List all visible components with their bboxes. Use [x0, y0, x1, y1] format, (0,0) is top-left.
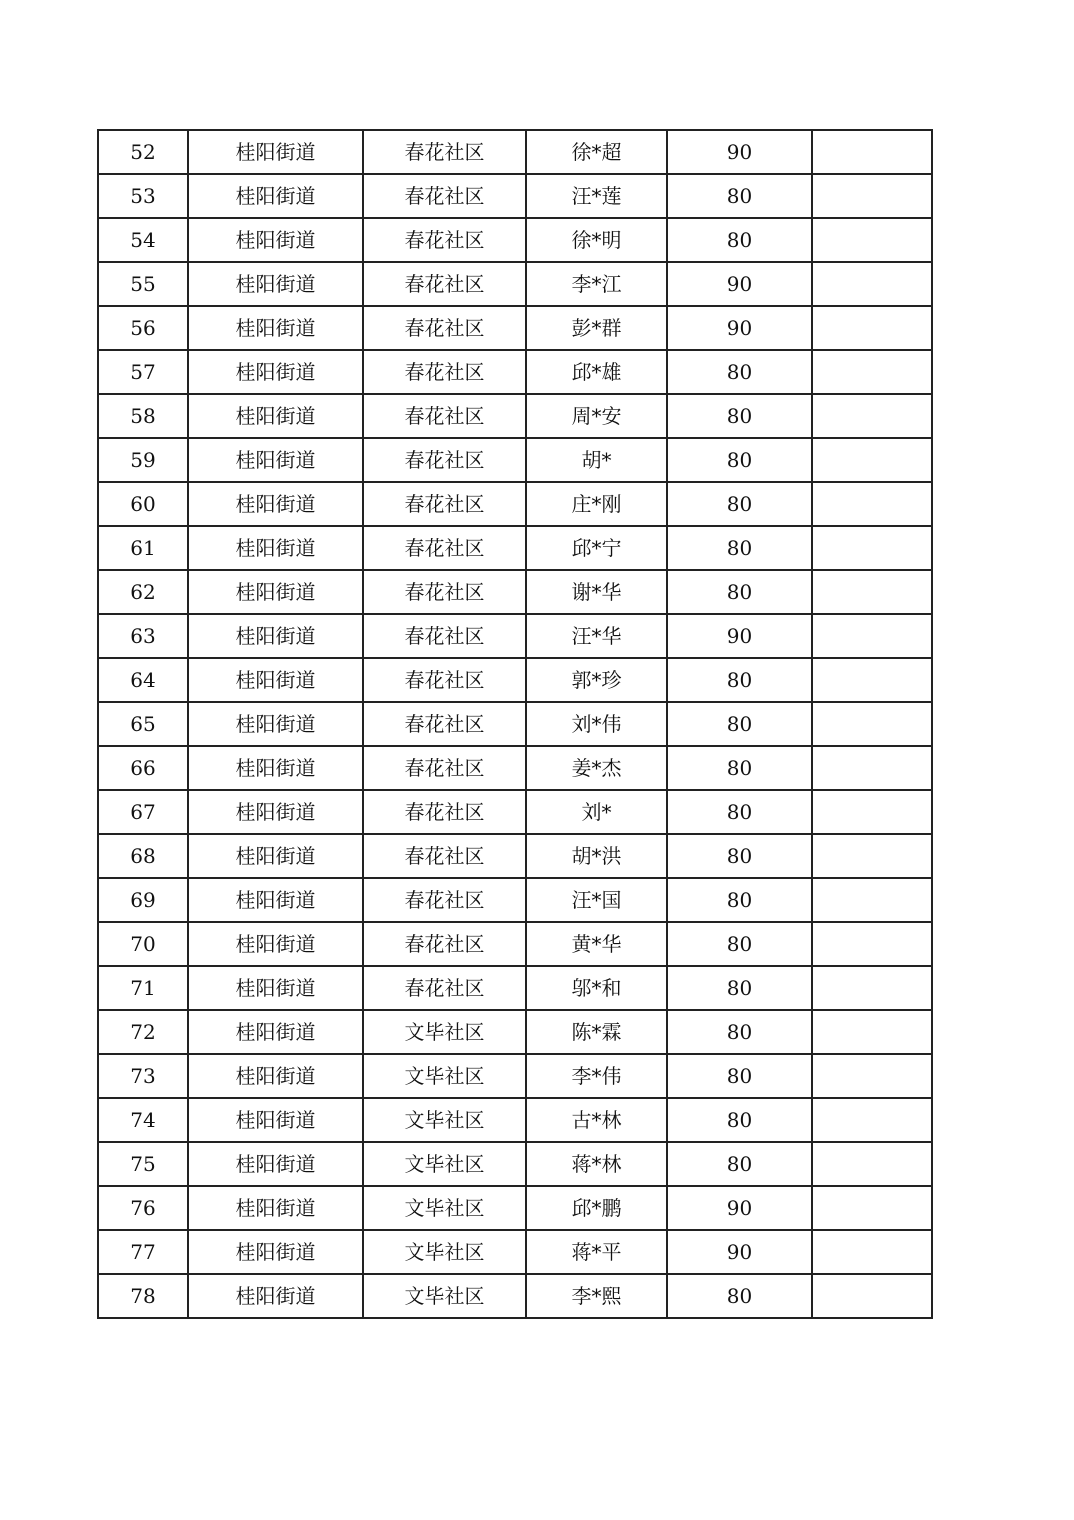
cell-name: 蒋*林	[526, 1142, 667, 1186]
table-row	[98, 438, 932, 482]
cell-serial-number: 57	[98, 350, 188, 394]
cell-remark	[812, 1274, 932, 1318]
cell-name: 李*熙	[526, 1274, 667, 1318]
table-row	[98, 1054, 932, 1098]
cell-serial-number: 53	[98, 174, 188, 218]
cell-score: 80	[667, 174, 812, 218]
cell-remark	[812, 526, 932, 570]
cell-street: 桂阳街道	[188, 1186, 363, 1230]
cell-name: 姜*杰	[526, 746, 667, 790]
cell-serial-number: 60	[98, 482, 188, 526]
cell-community: 春花社区	[363, 306, 526, 350]
cell-street: 桂阳街道	[188, 1230, 363, 1274]
cell-remark	[812, 482, 932, 526]
cell-name: 胡*洪	[526, 834, 667, 878]
table-row	[98, 790, 932, 834]
cell-street: 桂阳街道	[188, 1054, 363, 1098]
cell-street: 桂阳街道	[188, 570, 363, 614]
cell-serial-number: 73	[98, 1054, 188, 1098]
cell-street: 桂阳街道	[188, 702, 363, 746]
cell-street: 桂阳街道	[188, 1142, 363, 1186]
cell-community: 春花社区	[363, 966, 526, 1010]
cell-name: 邱*鹏	[526, 1186, 667, 1230]
cell-community: 春花社区	[363, 350, 526, 394]
cell-serial-number: 66	[98, 746, 188, 790]
cell-score: 80	[667, 1098, 812, 1142]
cell-serial-number: 72	[98, 1010, 188, 1054]
cell-score: 80	[667, 394, 812, 438]
records-table	[97, 129, 933, 1319]
cell-community: 春花社区	[363, 130, 526, 174]
cell-serial-number: 76	[98, 1186, 188, 1230]
cell-score: 80	[667, 1010, 812, 1054]
cell-street: 桂阳街道	[188, 1010, 363, 1054]
table-row	[98, 482, 932, 526]
cell-community: 文毕社区	[363, 1186, 526, 1230]
cell-remark	[812, 438, 932, 482]
records-table-body	[98, 130, 932, 1318]
cell-street: 桂阳街道	[188, 482, 363, 526]
cell-score: 80	[667, 746, 812, 790]
cell-street: 桂阳街道	[188, 306, 363, 350]
cell-street: 桂阳街道	[188, 218, 363, 262]
cell-score: 90	[667, 262, 812, 306]
cell-street: 桂阳街道	[188, 394, 363, 438]
cell-community: 春花社区	[363, 174, 526, 218]
cell-remark	[812, 218, 932, 262]
cell-community: 春花社区	[363, 394, 526, 438]
cell-score: 80	[667, 570, 812, 614]
cell-name: 汪*莲	[526, 174, 667, 218]
cell-community: 文毕社区	[363, 1142, 526, 1186]
cell-remark	[812, 1230, 932, 1274]
cell-name: 陈*霖	[526, 1010, 667, 1054]
cell-remark	[812, 746, 932, 790]
cell-score: 80	[667, 922, 812, 966]
cell-remark	[812, 1142, 932, 1186]
cell-street: 桂阳街道	[188, 1098, 363, 1142]
cell-serial-number: 61	[98, 526, 188, 570]
cell-name: 汪*华	[526, 614, 667, 658]
cell-remark	[812, 394, 932, 438]
cell-remark	[812, 130, 932, 174]
cell-serial-number: 70	[98, 922, 188, 966]
cell-serial-number: 67	[98, 790, 188, 834]
cell-score: 90	[667, 1230, 812, 1274]
cell-community: 春花社区	[363, 438, 526, 482]
table-row	[98, 1098, 932, 1142]
cell-score: 80	[667, 350, 812, 394]
cell-street: 桂阳街道	[188, 966, 363, 1010]
cell-name: 邬*和	[526, 966, 667, 1010]
cell-name: 庄*刚	[526, 482, 667, 526]
cell-community: 春花社区	[363, 526, 526, 570]
table-row	[98, 174, 932, 218]
cell-serial-number: 54	[98, 218, 188, 262]
cell-street: 桂阳街道	[188, 922, 363, 966]
cell-score: 80	[667, 218, 812, 262]
cell-score: 80	[667, 702, 812, 746]
cell-remark	[812, 1098, 932, 1142]
table-row	[98, 922, 932, 966]
table-row	[98, 570, 932, 614]
cell-street: 桂阳街道	[188, 130, 363, 174]
cell-name: 邱*雄	[526, 350, 667, 394]
cell-serial-number: 75	[98, 1142, 188, 1186]
cell-community: 春花社区	[363, 878, 526, 922]
cell-serial-number: 59	[98, 438, 188, 482]
cell-remark	[812, 658, 932, 702]
cell-serial-number: 56	[98, 306, 188, 350]
cell-remark	[812, 922, 932, 966]
table-row	[98, 350, 932, 394]
cell-serial-number: 71	[98, 966, 188, 1010]
cell-community: 春花社区	[363, 834, 526, 878]
table-row	[98, 746, 932, 790]
cell-name: 胡*	[526, 438, 667, 482]
cell-score: 80	[667, 482, 812, 526]
table-row	[98, 526, 932, 570]
table-row	[98, 1142, 932, 1186]
cell-score: 80	[667, 790, 812, 834]
table-row	[98, 1186, 932, 1230]
cell-remark	[812, 570, 932, 614]
table-row	[98, 1274, 932, 1318]
cell-serial-number: 77	[98, 1230, 188, 1274]
cell-name: 刘*伟	[526, 702, 667, 746]
cell-community: 文毕社区	[363, 1274, 526, 1318]
table-row	[98, 394, 932, 438]
cell-score: 80	[667, 966, 812, 1010]
cell-name: 汪*国	[526, 878, 667, 922]
cell-serial-number: 63	[98, 614, 188, 658]
table-row	[98, 306, 932, 350]
cell-street: 桂阳街道	[188, 746, 363, 790]
cell-serial-number: 74	[98, 1098, 188, 1142]
cell-name: 徐*超	[526, 130, 667, 174]
table-row	[98, 614, 932, 658]
cell-street: 桂阳街道	[188, 526, 363, 570]
cell-remark	[812, 834, 932, 878]
cell-remark	[812, 790, 932, 834]
cell-remark	[812, 350, 932, 394]
cell-score: 90	[667, 306, 812, 350]
cell-community: 春花社区	[363, 482, 526, 526]
cell-serial-number: 65	[98, 702, 188, 746]
cell-street: 桂阳街道	[188, 174, 363, 218]
cell-street: 桂阳街道	[188, 438, 363, 482]
table-row	[98, 658, 932, 702]
table-row	[98, 262, 932, 306]
cell-remark	[812, 1010, 932, 1054]
cell-serial-number: 58	[98, 394, 188, 438]
cell-name: 李*江	[526, 262, 667, 306]
cell-remark	[812, 702, 932, 746]
cell-remark	[812, 614, 932, 658]
cell-score: 90	[667, 130, 812, 174]
cell-community: 文毕社区	[363, 1230, 526, 1274]
cell-street: 桂阳街道	[188, 614, 363, 658]
cell-score: 80	[667, 526, 812, 570]
cell-score: 90	[667, 614, 812, 658]
cell-community: 春花社区	[363, 702, 526, 746]
cell-score: 80	[667, 658, 812, 702]
cell-name: 邱*宁	[526, 526, 667, 570]
cell-community: 春花社区	[363, 218, 526, 262]
cell-name: 彭*群	[526, 306, 667, 350]
cell-community: 春花社区	[363, 658, 526, 702]
cell-community: 文毕社区	[363, 1054, 526, 1098]
cell-remark	[812, 1186, 932, 1230]
cell-remark	[812, 262, 932, 306]
cell-community: 春花社区	[363, 790, 526, 834]
cell-remark	[812, 878, 932, 922]
table-row	[98, 702, 932, 746]
cell-score: 80	[667, 878, 812, 922]
cell-community: 春花社区	[363, 614, 526, 658]
table-row	[98, 130, 932, 174]
cell-remark	[812, 1054, 932, 1098]
cell-name: 古*林	[526, 1098, 667, 1142]
cell-name: 周*安	[526, 394, 667, 438]
cell-name: 李*伟	[526, 1054, 667, 1098]
cell-name: 徐*明	[526, 218, 667, 262]
cell-community: 文毕社区	[363, 1010, 526, 1054]
cell-score: 90	[667, 1186, 812, 1230]
cell-community: 春花社区	[363, 262, 526, 306]
cell-name: 刘*	[526, 790, 667, 834]
cell-score: 80	[667, 1274, 812, 1318]
cell-street: 桂阳街道	[188, 878, 363, 922]
cell-serial-number: 62	[98, 570, 188, 614]
cell-street: 桂阳街道	[188, 658, 363, 702]
cell-score: 80	[667, 834, 812, 878]
cell-community: 春花社区	[363, 746, 526, 790]
cell-street: 桂阳街道	[188, 834, 363, 878]
cell-serial-number: 55	[98, 262, 188, 306]
cell-score: 80	[667, 438, 812, 482]
cell-remark	[812, 174, 932, 218]
cell-serial-number: 68	[98, 834, 188, 878]
table-row	[98, 878, 932, 922]
table-row	[98, 966, 932, 1010]
cell-serial-number: 52	[98, 130, 188, 174]
table-row	[98, 1010, 932, 1054]
cell-remark	[812, 966, 932, 1010]
cell-street: 桂阳街道	[188, 262, 363, 306]
cell-name: 郭*珍	[526, 658, 667, 702]
table-row	[98, 834, 932, 878]
cell-name: 谢*华	[526, 570, 667, 614]
cell-serial-number: 78	[98, 1274, 188, 1318]
cell-street: 桂阳街道	[188, 1274, 363, 1318]
cell-community: 春花社区	[363, 922, 526, 966]
cell-serial-number: 64	[98, 658, 188, 702]
cell-name: 黄*华	[526, 922, 667, 966]
cell-street: 桂阳街道	[188, 350, 363, 394]
cell-score: 80	[667, 1142, 812, 1186]
cell-serial-number: 69	[98, 878, 188, 922]
cell-community: 文毕社区	[363, 1098, 526, 1142]
cell-remark	[812, 306, 932, 350]
cell-score: 80	[667, 1054, 812, 1098]
table-row	[98, 218, 932, 262]
cell-street: 桂阳街道	[188, 790, 363, 834]
cell-community: 春花社区	[363, 570, 526, 614]
table-row	[98, 1230, 932, 1274]
cell-name: 蒋*平	[526, 1230, 667, 1274]
